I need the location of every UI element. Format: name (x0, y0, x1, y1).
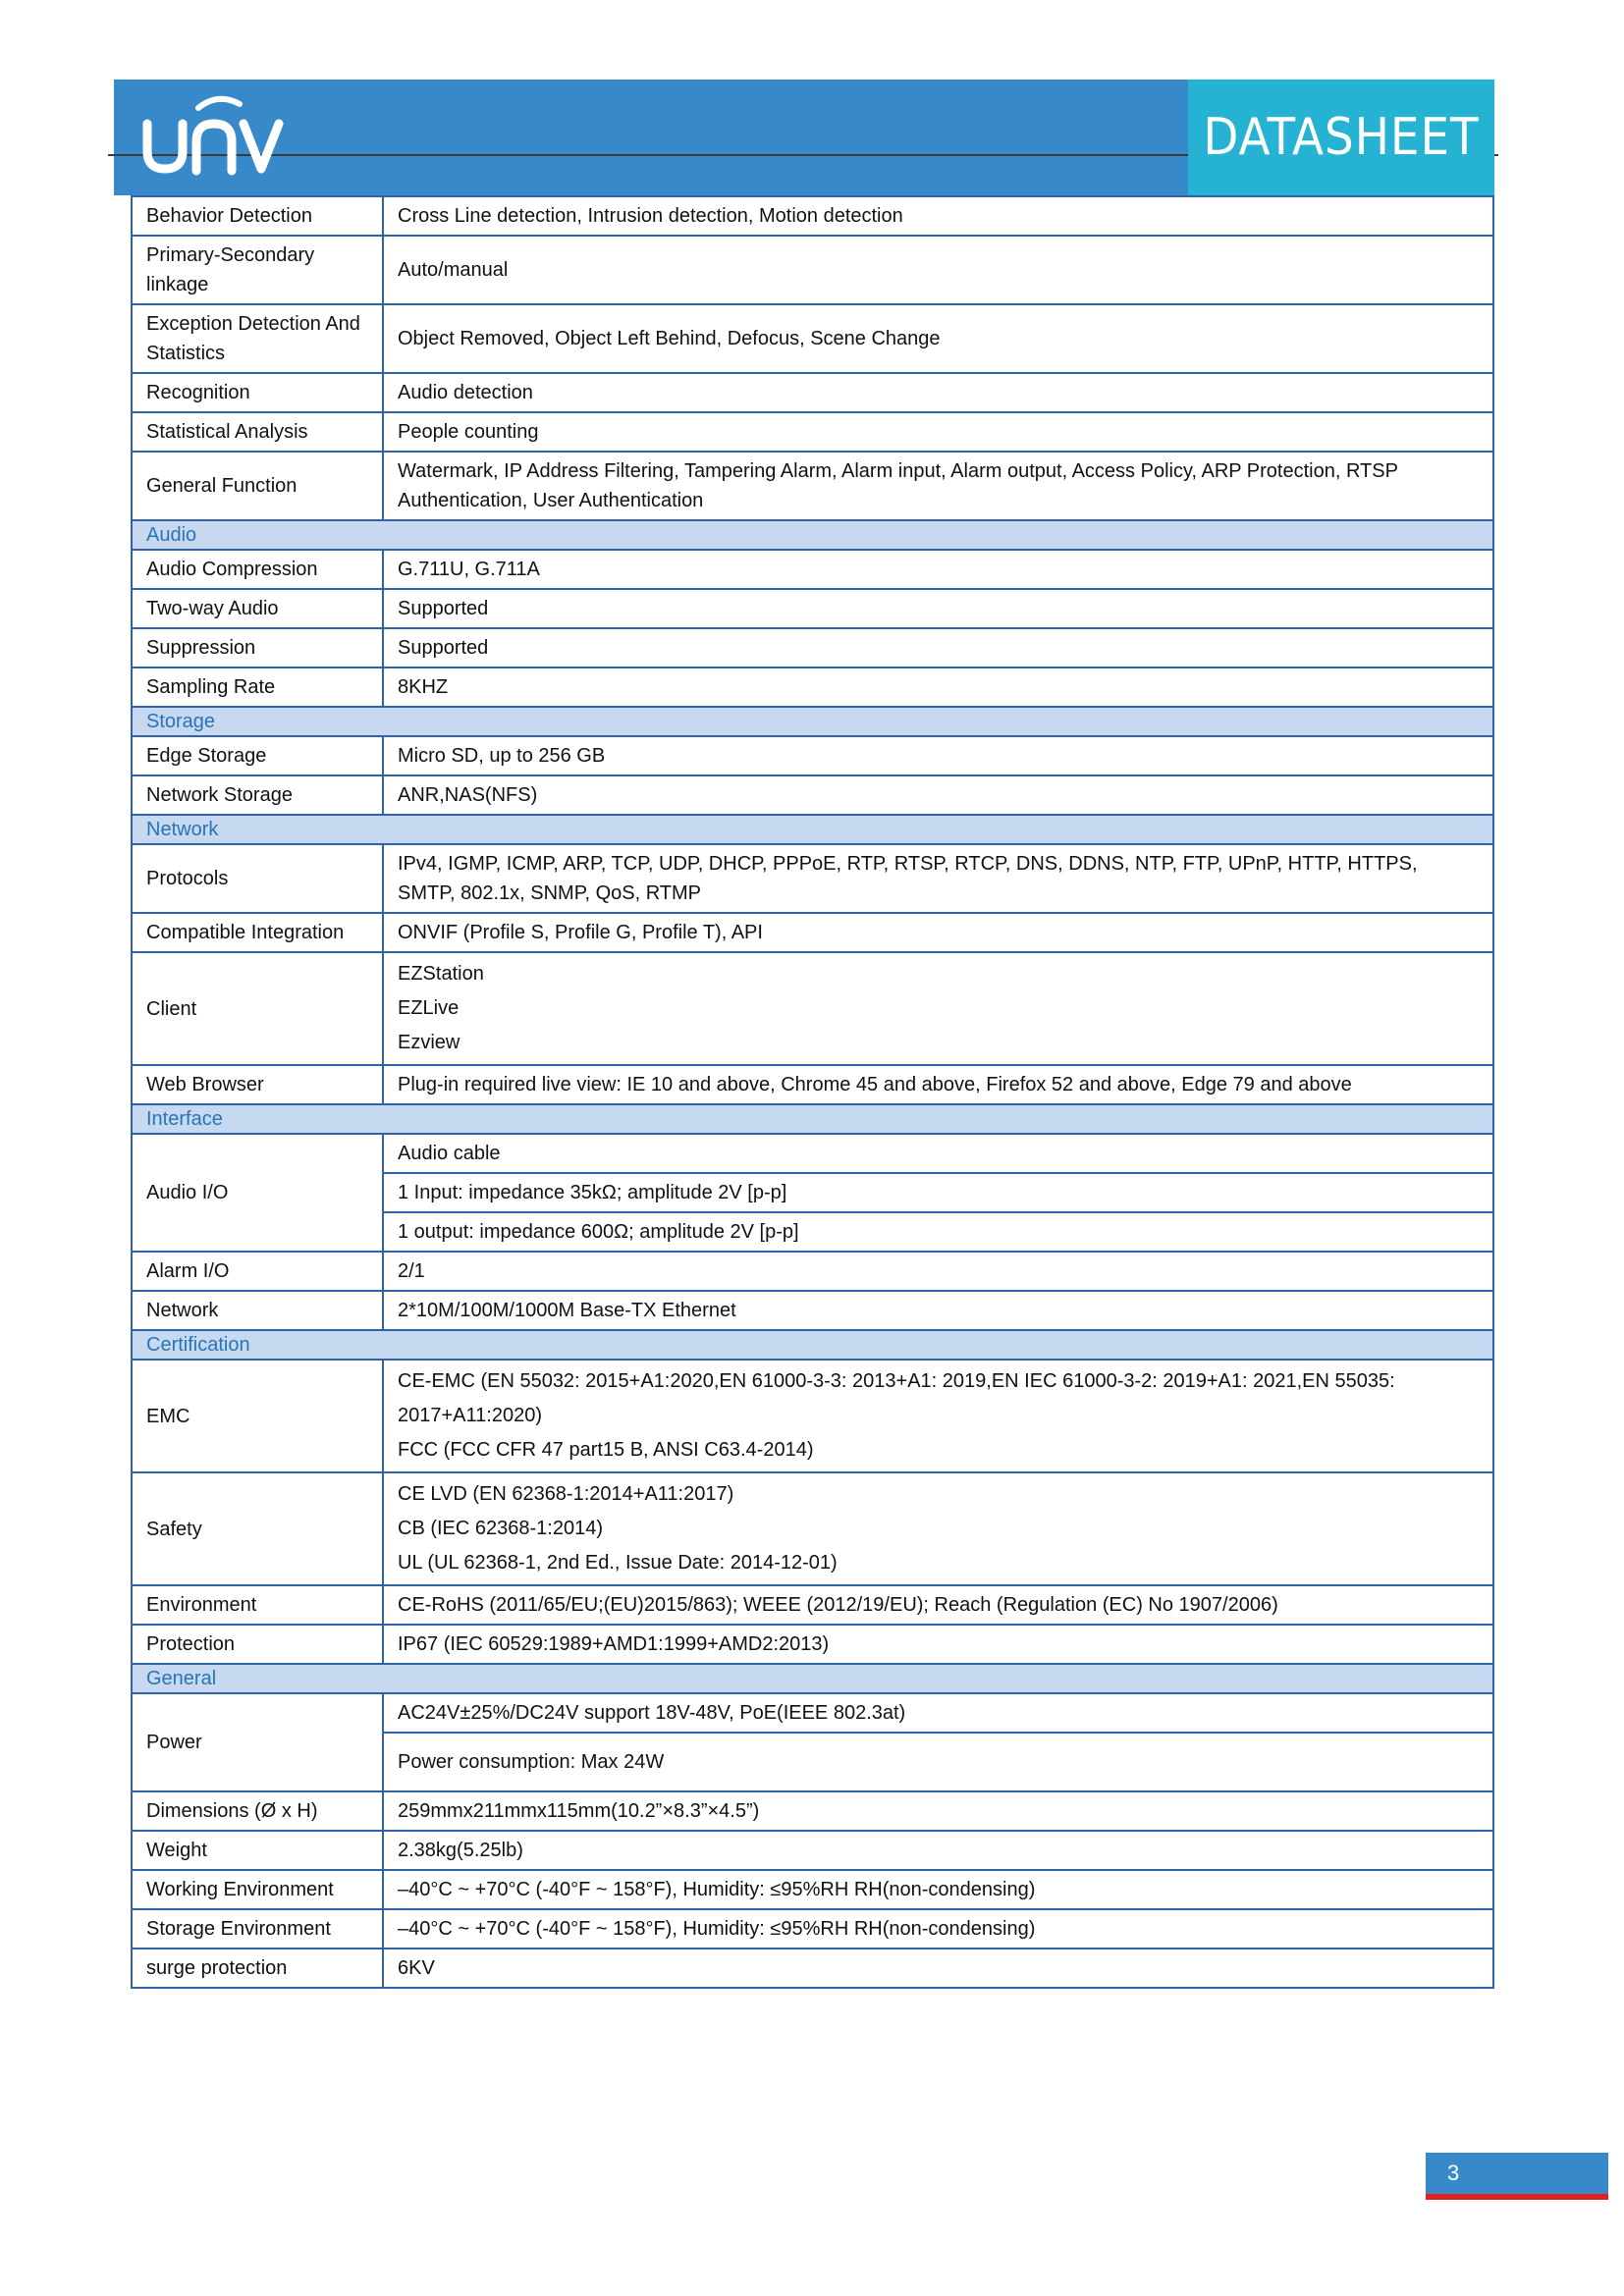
spec-value: Audio cable (383, 1134, 1493, 1173)
spec-row (132, 589, 1493, 628)
spec-row (132, 1291, 1493, 1330)
spec-value: Object Removed, Object Left Behind, Defocus, Scene Change (383, 304, 1493, 373)
spec-value: –40°C ~ +70°C (-40°F ~ 158°F), Humidity: ≤95%RH RH(non-condensing) (383, 1909, 1493, 1949)
spec-key: Two-way Audio (132, 589, 383, 628)
spec-value: 2*10M/100M/1000M Base-TX Ethernet (383, 1291, 1493, 1330)
spec-value: ONVIF (Profile S, Profile G, Profile T), API (383, 913, 1493, 952)
spec-value: Cross Line detection, Intrusion detection, Motion detection (383, 196, 1493, 236)
spec-key: Recognition (132, 373, 383, 412)
spec-row (132, 236, 1493, 304)
spec-value: 1 output: impedance 600Ω; amplitude 2V [p-p] (383, 1212, 1493, 1252)
spec-key: Exception Detection And Statistics (132, 304, 383, 373)
datasheet-title: DATASHEET (1203, 108, 1480, 167)
section-header (132, 520, 1493, 550)
spec-key: Power (132, 1693, 383, 1791)
spec-key: Compatible Integration (132, 913, 383, 952)
spec-value: Power consumption: Max 24W (383, 1733, 1493, 1791)
spec-row (132, 913, 1493, 952)
spec-value-line: EZLive (398, 997, 460, 1019)
spec-key: Statistical Analysis (132, 412, 383, 452)
spec-key: Sampling Rate (132, 667, 383, 707)
spec-key: EMC (132, 1360, 383, 1472)
spec-key: Suppression (132, 628, 383, 667)
section-header (132, 815, 1493, 844)
spec-value-line: Ezview (398, 1032, 460, 1053)
spec-value (383, 952, 1493, 1065)
spec-row (132, 736, 1493, 775)
spec-value: Supported (383, 589, 1493, 628)
footer-accent-bar (1426, 2194, 1608, 2200)
spec-key: Network Storage (132, 775, 383, 815)
spec-key: Web Browser (132, 1065, 383, 1104)
spec-value: IP67 (IEC 60529:1989+AMD1:1999+AMD2:2013) (383, 1625, 1493, 1664)
spec-value: Supported (383, 628, 1493, 667)
datasheet-badge (1188, 80, 1494, 195)
spec-value: Micro SD, up to 256 GB (383, 736, 1493, 775)
spec-value-line: CE-EMC (EN 55032: 2015+A1:2020,EN 61000-3-3: 2013+A1: 2019,EN IEC 61000-3-2: 2019+A1: 2021,EN 55035: 2017+A11:2020) (398, 1370, 1395, 1426)
spec-value-line: FCC (FCC CFR 47 part15 B, ANSI C63.4-2014) (398, 1439, 814, 1461)
spec-value: ANR,NAS(NFS) (383, 775, 1493, 815)
spec-key: Environment (132, 1585, 383, 1625)
spec-value-line: CB (IEC 62368-1:2014) (398, 1518, 604, 1539)
spec-value: AC24V±25%/DC24V support 18V-48V, PoE(IEEE 802.3at) (383, 1693, 1493, 1733)
spec-value: Audio detection (383, 373, 1493, 412)
spec-value: 1 Input: impedance 35kΩ; amplitude 2V [p-p] (383, 1173, 1493, 1212)
spec-key: Storage Environment (132, 1909, 383, 1949)
section-label: Network (132, 815, 1493, 844)
spec-row (132, 1065, 1493, 1104)
spec-key: Edge Storage (132, 736, 383, 775)
spec-key: Protection (132, 1625, 383, 1664)
spec-value: Auto/manual (383, 236, 1493, 304)
spec-row (132, 1909, 1493, 1949)
spec-row (132, 1252, 1493, 1291)
spec-row (132, 628, 1493, 667)
spec-value: Plug-in required live view: IE 10 and above, Chrome 45 and above, Firefox 52 and above, Edge 79 and above (383, 1065, 1493, 1104)
spec-value-line: CE LVD (EN 62368-1:2014+A11:2017) (398, 1483, 734, 1505)
section-label: General (132, 1664, 1493, 1693)
spec-value: IPv4, IGMP, ICMP, ARP, TCP, UDP, DHCP, PPPoE, RTP, RTSP, RTCP, DNS, DDNS, NTP, FTP, UPnP, HTTP, HTTPS, SMTP, 802.1x, SNMP, QoS, RTMP (383, 844, 1493, 913)
spec-row (132, 1831, 1493, 1870)
spec-key: Weight (132, 1831, 383, 1870)
page-number: 3 (1426, 2153, 1608, 2194)
spec-row (132, 775, 1493, 815)
spec-value: –40°C ~ +70°C (-40°F ~ 158°F), Humidity: ≤95%RH RH(non-condensing) (383, 1870, 1493, 1909)
spec-value: People counting (383, 412, 1493, 452)
spec-value: CE-RoHS (2011/65/EU;(EU)2015/863); WEEE (2012/19/EU); Reach (Regulation (EC) No 1907/2006) (383, 1585, 1493, 1625)
spec-value-line: EZStation (398, 963, 484, 985)
spec-row (132, 1134, 1493, 1173)
section-header (132, 1330, 1493, 1360)
spec-key: Audio Compression (132, 550, 383, 589)
section-label: Certification (132, 1330, 1493, 1360)
spec-key: General Function (132, 452, 383, 520)
spec-row (132, 844, 1493, 913)
section-header (132, 1664, 1493, 1693)
spec-table (131, 195, 1494, 1989)
spec-row (132, 452, 1493, 520)
spec-value: 6KV (383, 1949, 1493, 1988)
spec-key: Safety (132, 1472, 383, 1585)
spec-key: Audio I/O (132, 1134, 383, 1252)
spec-value-line: UL (UL 62368-1, 2nd Ed., Issue Date: 2014-12-01) (398, 1552, 838, 1574)
spec-value: 259mmx211mmx115mm(10.2”×8.3”×4.5”) (383, 1791, 1493, 1831)
spec-key: Working Environment (132, 1870, 383, 1909)
spec-row (132, 667, 1493, 707)
spec-row (132, 1693, 1493, 1733)
spec-key: Protocols (132, 844, 383, 913)
section-label: Audio (132, 520, 1493, 550)
spec-value: G.711U, G.711A (383, 550, 1493, 589)
spec-row (132, 1791, 1493, 1831)
spec-key: Primary-Secondary linkage (132, 236, 383, 304)
spec-row (132, 1949, 1493, 1988)
spec-value (383, 1472, 1493, 1585)
spec-value: Watermark, IP Address Filtering, Tampering Alarm, Alarm input, Alarm output, Access Policy, ARP Protection, RTSP Authentication, User Authentication (383, 452, 1493, 520)
spec-key: Behavior Detection (132, 196, 383, 236)
spec-value (383, 1360, 1493, 1472)
spec-key: surge protection (132, 1949, 383, 1988)
spec-row (132, 1625, 1493, 1664)
spec-value: 2/1 (383, 1252, 1493, 1291)
spec-key: Dimensions (Ø x H) (132, 1791, 383, 1831)
spec-row (132, 1472, 1493, 1585)
spec-row (132, 1870, 1493, 1909)
section-header (132, 1104, 1493, 1134)
spec-row (132, 952, 1493, 1065)
spec-row (132, 196, 1493, 236)
spec-row (132, 1360, 1493, 1472)
spec-value: 2.38kg(5.25lb) (383, 1831, 1493, 1870)
spec-value: 8KHZ (383, 667, 1493, 707)
spec-row (132, 373, 1493, 412)
spec-row (132, 550, 1493, 589)
spec-key: Alarm I/O (132, 1252, 383, 1291)
spec-key: Network (132, 1291, 383, 1330)
spec-row (132, 1585, 1493, 1625)
section-label: Storage (132, 707, 1493, 736)
spec-key: Client (132, 952, 383, 1065)
spec-row (132, 304, 1493, 373)
section-label: Interface (132, 1104, 1493, 1134)
spec-row (132, 412, 1493, 452)
unv-logo-icon (141, 90, 289, 179)
section-header (132, 707, 1493, 736)
